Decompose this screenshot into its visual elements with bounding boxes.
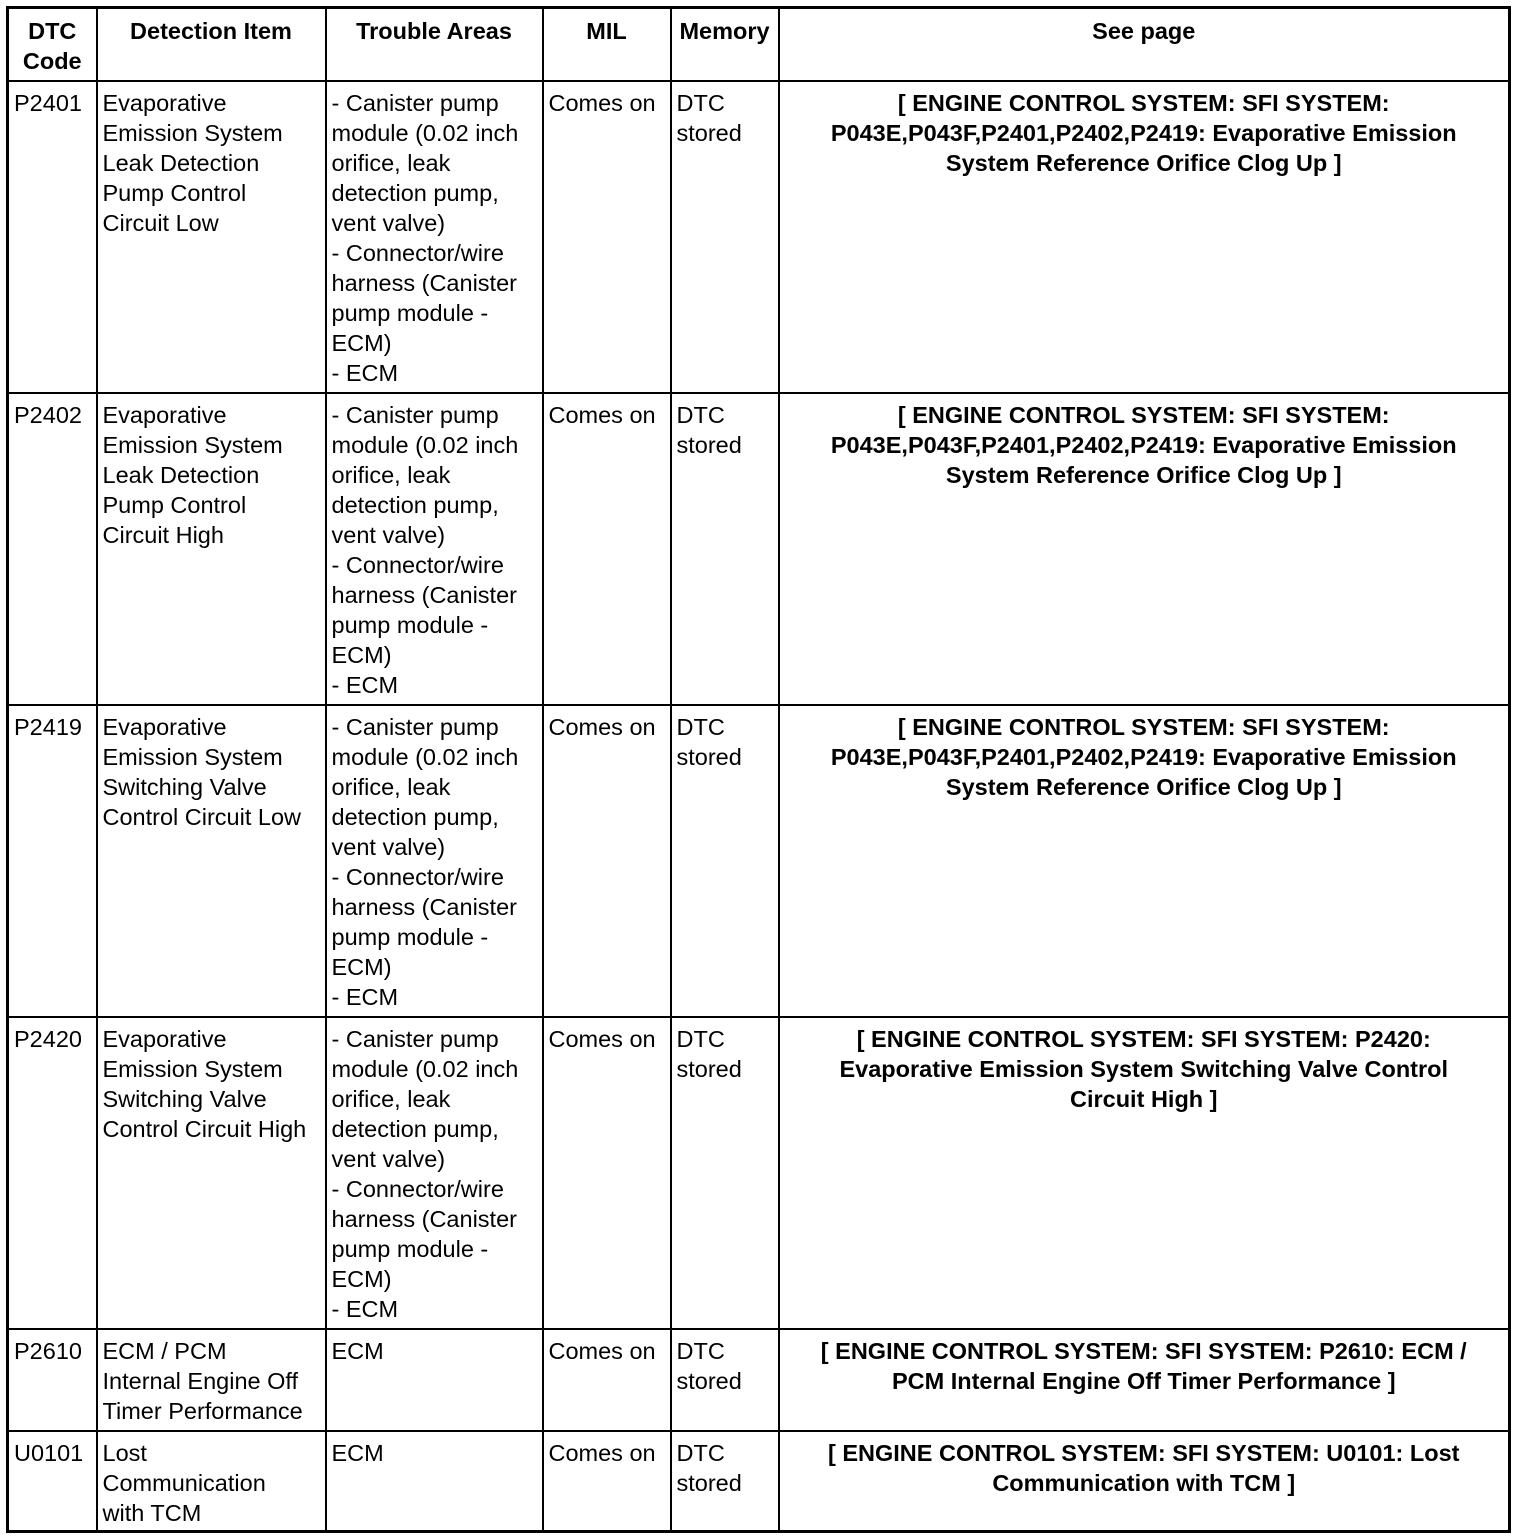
memory-line: stored <box>676 1368 742 1394</box>
trouble-area-line: - Canister pump <box>331 90 499 116</box>
detection-item-line: Leak Detection <box>102 150 260 176</box>
detection-item-line: Circuit Low <box>102 210 219 236</box>
detection-item-line: Communication <box>102 1470 266 1496</box>
see-page-link[interactable]: P043E,P043F,P2401,P2402,P2419: Evaporative Emission <box>830 120 1457 146</box>
dtc-code-cell: P2420 <box>8 1017 97 1329</box>
see-page-cell <box>779 1431 1510 1532</box>
memory-cell <box>671 705 779 1017</box>
see-page-link[interactable]: [ ENGINE CONTROL SYSTEM: SFI SYSTEM: <box>897 402 1390 428</box>
detection-item-line: Circuit High <box>102 522 224 548</box>
see-page-link[interactable]: [ ENGINE CONTROL SYSTEM: SFI SYSTEM: P2610: ECM / <box>820 1338 1467 1364</box>
mil-cell: Comes on <box>543 705 671 1017</box>
detection-item-line: Pump Control <box>102 492 247 518</box>
detection-item-line: Emission System <box>102 120 283 146</box>
header-row <box>8 8 1510 82</box>
table-row <box>8 393 1510 705</box>
trouble-area-line: pump module - <box>331 612 489 638</box>
trouble-area-line: ECM) <box>331 330 392 356</box>
trouble-area-line: - Connector/wire <box>331 240 504 266</box>
trouble-area-line: harness (Canister <box>331 894 517 920</box>
see-page-link[interactable]: Circuit High ] <box>1069 1086 1218 1112</box>
trouble-area-line: - ECM <box>331 672 399 698</box>
header-see-page: See page <box>779 8 1510 82</box>
see-page-link[interactable]: System Reference Orifice Clog Up ] <box>945 774 1342 800</box>
trouble-area-line: vent valve) <box>331 1146 446 1172</box>
header-detection-item: Detection Item <box>97 8 326 82</box>
trouble-area-line: detection pump, <box>331 804 499 830</box>
dtc-table <box>6 6 1511 1533</box>
detection-item-line: Emission System <box>102 744 283 770</box>
trouble-areas-cell <box>326 1329 543 1431</box>
see-page-link[interactable]: System Reference Orifice Clog Up ] <box>945 150 1342 176</box>
trouble-area-line: orifice, leak <box>331 462 451 488</box>
trouble-area-line: - ECM <box>331 1296 399 1322</box>
see-page-link[interactable]: Communication with TCM ] <box>992 1470 1296 1496</box>
detection-item-cell <box>97 705 326 1017</box>
see-page-cell <box>779 705 1510 1017</box>
see-page-link[interactable]: System Reference Orifice Clog Up ] <box>945 462 1342 488</box>
see-page-link[interactable]: PCM Internal Engine Off Timer Performance ] <box>891 1368 1396 1394</box>
trouble-area-line: ECM) <box>331 1266 392 1292</box>
trouble-area-line: harness (Canister <box>331 582 517 608</box>
dtc-code-cell: P2419 <box>8 705 97 1017</box>
trouble-area-line: ECM) <box>331 954 392 980</box>
dtc-code-cell: P2401 <box>8 81 97 393</box>
detection-item-line: with TCM <box>102 1500 202 1526</box>
trouble-area-line: orifice, leak <box>331 1086 451 1112</box>
dtc-code-cell: P2610 <box>8 1329 97 1431</box>
memory-line: DTC <box>676 90 725 116</box>
mil-cell: Comes on <box>543 1017 671 1329</box>
table-row <box>8 81 1510 393</box>
memory-cell <box>671 393 779 705</box>
detection-item-line: Evaporative <box>102 1026 227 1052</box>
header-memory: Memory <box>671 8 779 82</box>
detection-item-line: Lost <box>102 1440 147 1466</box>
trouble-area-line: - ECM <box>331 984 399 1010</box>
see-page-cell <box>779 1017 1510 1329</box>
see-page-link[interactable]: P043E,P043F,P2401,P2402,P2419: Evaporative Emission <box>830 744 1457 770</box>
see-page-link[interactable]: P043E,P043F,P2401,P2402,P2419: Evaporative Emission <box>830 432 1457 458</box>
table-row <box>8 1017 1510 1329</box>
trouble-area-line: - Canister pump <box>331 714 499 740</box>
trouble-area-line: - Canister pump <box>331 1026 499 1052</box>
see-page-link[interactable]: [ ENGINE CONTROL SYSTEM: SFI SYSTEM: U0101: Lost <box>827 1440 1460 1466</box>
detection-item-line: Emission System <box>102 432 283 458</box>
trouble-area-line: harness (Canister <box>331 1206 517 1232</box>
trouble-area-line: vent valve) <box>331 522 446 548</box>
trouble-area-line: detection pump, <box>331 492 499 518</box>
memory-cell <box>671 1329 779 1431</box>
trouble-areas-cell <box>326 1431 543 1532</box>
trouble-area-line: orifice, leak <box>331 150 451 176</box>
dtc-code-cell: P2402 <box>8 393 97 705</box>
see-page-cell <box>779 81 1510 393</box>
memory-line: stored <box>676 120 742 146</box>
detection-item-line: Switching Valve <box>102 1086 267 1112</box>
trouble-area-line: detection pump, <box>331 180 499 206</box>
memory-line: DTC <box>676 1026 725 1052</box>
detection-item-cell <box>97 1017 326 1329</box>
detection-item-line: Internal Engine Off <box>102 1368 299 1394</box>
trouble-area-line: module (0.02 inch <box>331 744 519 770</box>
dtc-code-cell: U0101 <box>8 1431 97 1532</box>
trouble-area-line: - Canister pump <box>331 402 499 428</box>
see-page-link[interactable]: [ ENGINE CONTROL SYSTEM: SFI SYSTEM: <box>897 90 1390 116</box>
memory-line: DTC <box>676 1338 725 1364</box>
memory-line: stored <box>676 744 742 770</box>
trouble-area-line: ECM <box>331 1440 384 1466</box>
table-row <box>8 1431 1510 1532</box>
memory-cell <box>671 1017 779 1329</box>
trouble-area-line: - Connector/wire <box>331 1176 504 1202</box>
trouble-area-line: detection pump, <box>331 1116 499 1142</box>
see-page-link[interactable]: Evaporative Emission System Switching Valve Control <box>839 1056 1449 1082</box>
see-page-link[interactable]: [ ENGINE CONTROL SYSTEM: SFI SYSTEM: P2420: <box>856 1026 1431 1052</box>
detection-item-line: Control Circuit High <box>102 1116 307 1142</box>
detection-item-cell <box>97 1431 326 1532</box>
trouble-areas-cell <box>326 1017 543 1329</box>
detection-item-line: Timer Performance <box>102 1398 303 1424</box>
trouble-areas-cell <box>326 81 543 393</box>
trouble-area-line: module (0.02 inch <box>331 1056 519 1082</box>
trouble-area-line: pump module - <box>331 1236 489 1262</box>
trouble-area-line: pump module - <box>331 924 489 950</box>
detection-item-line: Emission System <box>102 1056 283 1082</box>
detection-item-line: Pump Control <box>102 180 247 206</box>
header-dtc-code-line: Code <box>22 48 82 74</box>
detection-item-line: Evaporative <box>102 402 227 428</box>
trouble-area-line: orifice, leak <box>331 774 451 800</box>
detection-item-cell <box>97 1329 326 1431</box>
mil-cell: Comes on <box>543 1431 671 1532</box>
detection-item-line: ECM / PCM <box>102 1338 227 1364</box>
detection-item-cell <box>97 393 326 705</box>
detection-item-line: Control Circuit Low <box>102 804 302 830</box>
table-row <box>8 1329 1510 1431</box>
detection-item-line: Evaporative <box>102 90 227 116</box>
trouble-areas-cell <box>326 705 543 1017</box>
header-trouble-areas: Trouble Areas <box>326 8 543 82</box>
see-page-link[interactable]: [ ENGINE CONTROL SYSTEM: SFI SYSTEM: <box>897 714 1390 740</box>
trouble-area-line: vent valve) <box>331 834 446 860</box>
see-page-cell <box>779 1329 1510 1431</box>
trouble-area-line: pump module - <box>331 300 489 326</box>
memory-cell <box>671 1431 779 1532</box>
trouble-area-line: harness (Canister <box>331 270 517 296</box>
memory-line: stored <box>676 432 742 458</box>
header-mil: MIL <box>543 8 671 82</box>
trouble-area-line: ECM <box>331 1338 384 1364</box>
detection-item-line: Leak Detection <box>102 462 260 488</box>
trouble-area-line: vent valve) <box>331 210 446 236</box>
memory-cell <box>671 81 779 393</box>
detection-item-line: Switching Valve <box>102 774 267 800</box>
trouble-area-line: - Connector/wire <box>331 864 504 890</box>
detection-item-cell <box>97 81 326 393</box>
mil-cell: Comes on <box>543 393 671 705</box>
memory-line: DTC <box>676 402 725 428</box>
memory-line: stored <box>676 1470 742 1496</box>
header-dtc-code <box>8 8 97 82</box>
mil-cell: Comes on <box>543 81 671 393</box>
trouble-area-line: - ECM <box>331 360 399 386</box>
detection-item-line: Evaporative <box>102 714 227 740</box>
table-body <box>8 81 1510 1532</box>
see-page-cell <box>779 393 1510 705</box>
memory-line: stored <box>676 1056 742 1082</box>
trouble-area-line: - Connector/wire <box>331 552 504 578</box>
header-dtc-code-line: DTC <box>28 18 77 44</box>
memory-line: DTC <box>676 1440 725 1466</box>
trouble-areas-cell <box>326 393 543 705</box>
mil-cell: Comes on <box>543 1329 671 1431</box>
trouble-area-line: ECM) <box>331 642 392 668</box>
memory-line: DTC <box>676 714 725 740</box>
trouble-area-line: module (0.02 inch <box>331 120 519 146</box>
trouble-area-line: module (0.02 inch <box>331 432 519 458</box>
table-row <box>8 705 1510 1017</box>
